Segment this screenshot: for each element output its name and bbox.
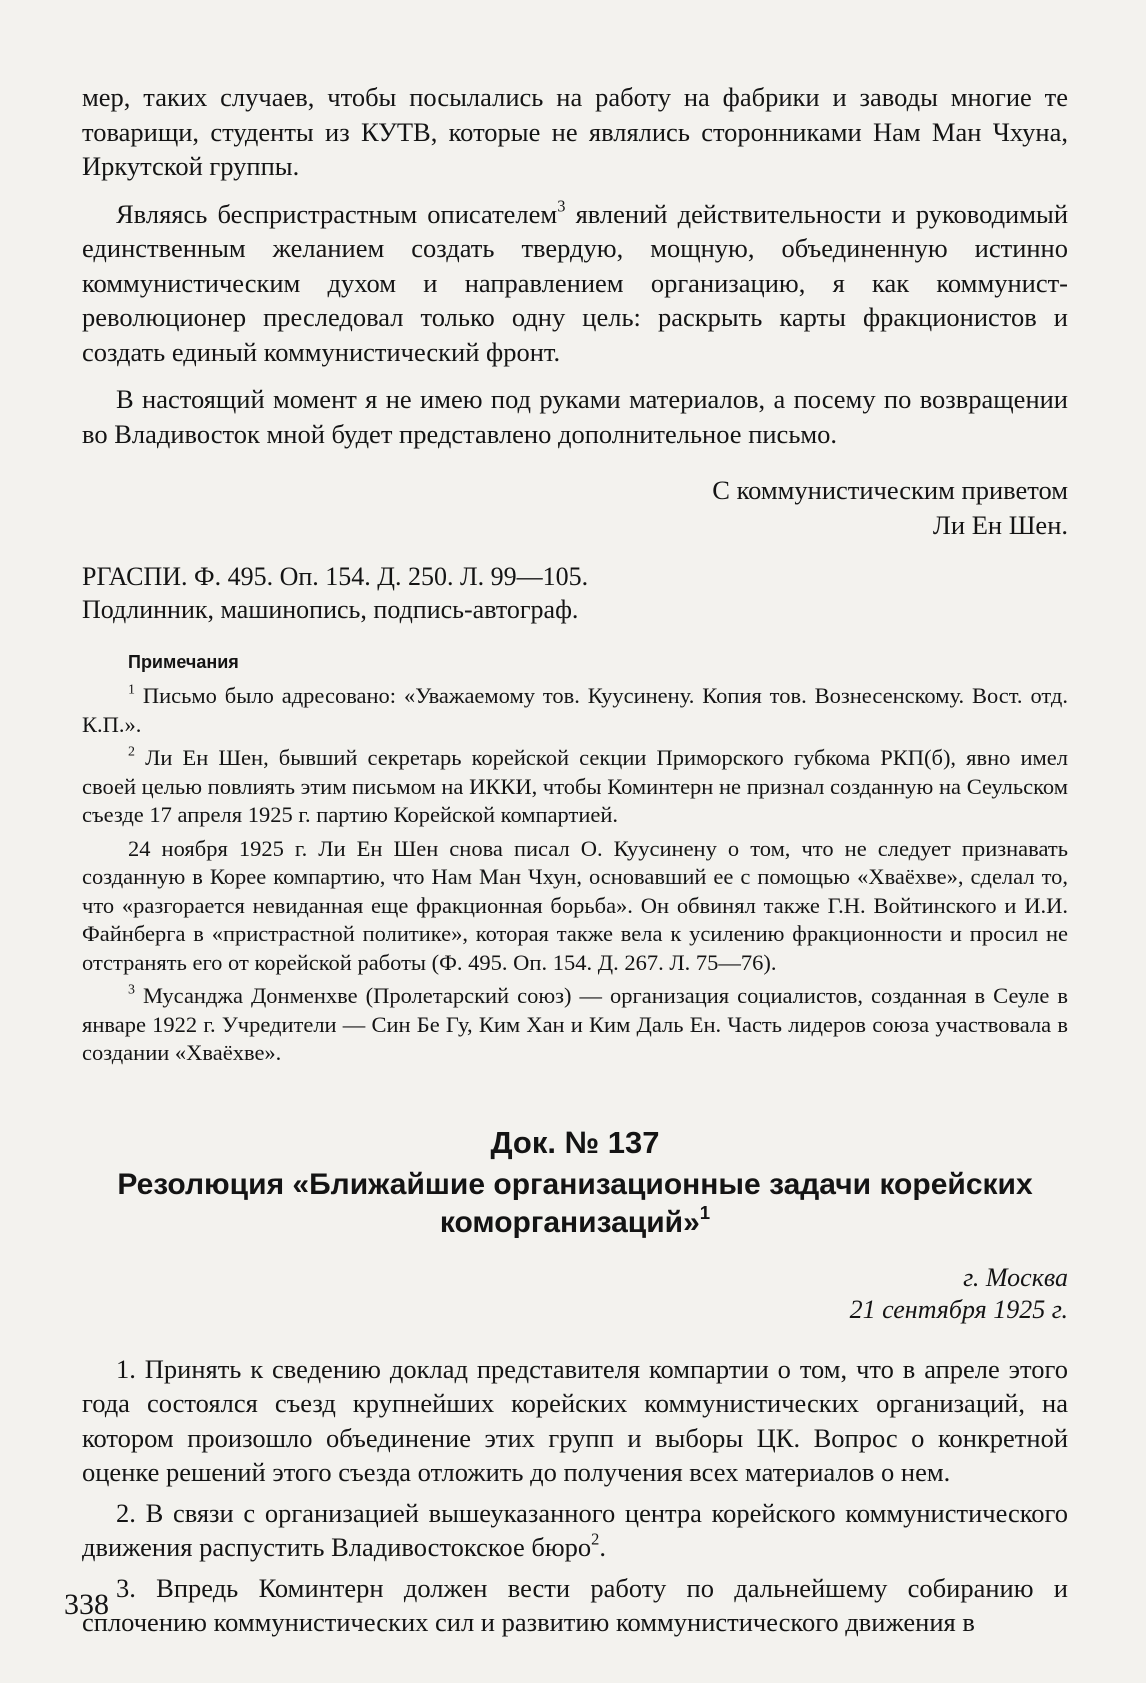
note-item (82, 835, 1068, 978)
archive-reference: РГАСПИ. Ф. 495. Оп. 154. Д. 250. Л. 99—105. (82, 562, 589, 591)
resolution-item: 1. Принять к сведению доклад представителя компартии о том, что в апреле этого года состоялся съезд крупнейших корейских коммунистических организаций, на котором произошло объединение этих групп и выборы ЦК. Вопрос о конкретной оценке решений этого съезда отложить до получения всех материалов о нем. (82, 1353, 1068, 1487)
note-item (82, 982, 1068, 1068)
page (82, 80, 1068, 1640)
paragraph-materials: В настоящий момент я не имею под руками материалов, а посему по возвращении во Владивосток мной будет представлено дополнительное письмо. (82, 384, 1068, 449)
document-number: Док. № 137 (490, 1124, 660, 1160)
document-place: г. Москва (963, 1262, 1068, 1292)
note-number: 2 (128, 744, 135, 760)
note-text: 24 ноября 1925 г. Ли Ен Шен снова писал О. Куусинену о том, что не следует признавать созданную в Корее компартию, что Нам Ман Чхун, основавший ее с помощью «Хваёхве», сделал то, что «разгорается невиданная еще фракционная борьба». Он обвинял также Г.Н. Войтинского и И.И. Файнберга в «пристрастной политике», которая также вела к усилению фракционности и просил не отстранять его от корейской работы (Ф. 495. Оп. 154. Д. 267. Л. 75—76). (82, 835, 1068, 975)
paragraph-continuation: мер, таких случаев, чтобы посылались на работу на фабрики и заводы многие те товарищи, студенты из КУТВ, которые не являлись сторонниками Нам Ман Чхуна, Иркутской группы. (82, 82, 1068, 181)
notes-title: Примечания (128, 652, 239, 672)
document-date: 21 сентября 1925 г. (849, 1294, 1068, 1324)
note-item (82, 682, 1068, 739)
signoff-greeting: С коммунистическим приветом (712, 475, 1068, 505)
note-text: Ли Ен Шен, бывший секретарь корейской секции Приморского губкома РКП(б), явно имел своей целью повлиять этим письмом на ИККИ, чтобы Коминтерн не признал созданную на Сеульском съезде 17 апреля 1925 г. партию Корейской компартией. (82, 745, 1069, 827)
footnote-ref-3: 3 (557, 196, 566, 215)
note-text: Письмо было адресовано: «Уважаемому тов. Куусинену. Копия тов. Вознесенскому. Вост. отд. К.П.». (82, 683, 1069, 737)
archive-description: Подлинник, машинопись, подпись-автограф. (82, 595, 579, 624)
footnote-ref-2: 2 (591, 1529, 600, 1549)
document-title-line1: Резолюция «Ближайшие организационные задачи корейских (117, 1167, 1033, 1201)
document-title (82, 1166, 1068, 1242)
resolution-item-text: 2. В связи с организацией вышеуказанного центра корейского коммунистического движения распустить Владивостокское бюро (82, 1497, 1068, 1562)
paragraph-observer-start: Являясь беспристрастным описателем (116, 198, 558, 229)
title-footnote-ref: 1 (699, 1201, 711, 1223)
note-text: Мусанджа Донменхве (Пролетарский союз) — организация социалистов, созданная в Сеуле в январе 1922 г. Учредители — Син Бе Гу, Ким Хан и Ким Даль Ен. Часть лидеров союза участвовала в создании «Хваёхве». (82, 983, 1068, 1065)
signature: Ли Ен Шен. (932, 509, 1068, 540)
resolution-item: 2. В связи с организацией вышеуказанного центра корейского коммунистического движения распустить Владивостокское бюро$^2$. (82, 1497, 1068, 1562)
document-title-line2: коморганизаций» (439, 1205, 700, 1239)
note-number: 3 (128, 982, 135, 998)
paragraph-observer-rest: явлений действительности и руководимый единственным желанием создать твердую, мощную, объединенную истинно коммунистическим духом и направлением организацию, я как коммунист-революционер преследовал только одну цель: раскрыть карты фракционистов и создать единый коммунистический фронт. (82, 198, 1068, 367)
note-number: 1 (128, 682, 135, 698)
paragraph-observer (82, 197, 1068, 370)
page-number: 338 (64, 1588, 109, 1621)
resolution-item: 3. Впредь Коминтерн должен вести работу по дальнейшему собиранию и сплочению коммунистических сил и развитию коммунистического движения в (82, 1572, 1068, 1637)
note-item (82, 744, 1068, 830)
